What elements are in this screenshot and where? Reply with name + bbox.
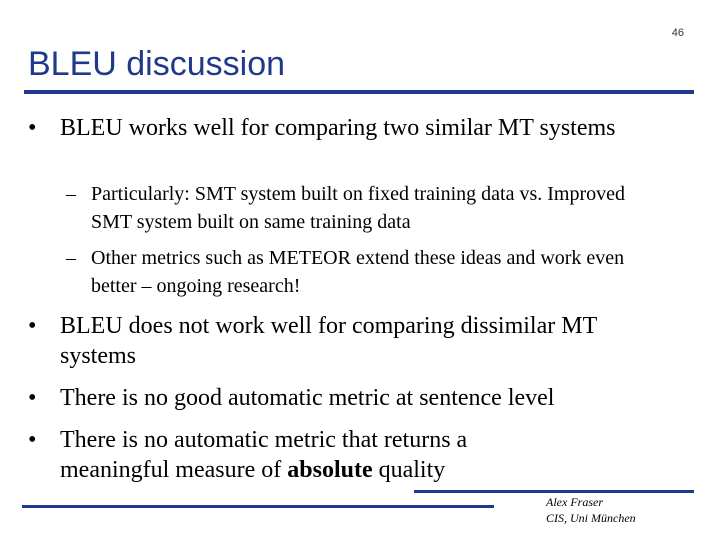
bullet-text — [60, 425, 548, 485]
bullet-item — [28, 425, 548, 485]
bullet-item — [28, 113, 668, 143]
bold-emphasis: absolute — [287, 457, 373, 483]
footer-author: Alex Fraser — [546, 495, 603, 509]
bullet-text-part: There is no automatic metric that returns a meaningful measure of — [60, 427, 468, 483]
sub-bullet-item — [66, 180, 666, 236]
bullet-marker: • — [28, 115, 37, 141]
footer-credit — [546, 494, 636, 526]
dash-marker: – — [66, 247, 76, 269]
sub-bullet-item — [66, 244, 666, 300]
dash-marker: – — [66, 183, 76, 205]
footer-affiliation: CIS, Uni München — [546, 511, 636, 525]
bullet-item — [28, 311, 668, 371]
sub-bullet-text: Other metrics such as METEOR extend these ideas and work even better – ongoing research! — [91, 247, 625, 297]
bullet-marker: • — [28, 385, 37, 411]
page-number: 46 — [671, 27, 684, 39]
bullet-text-part: quality — [372, 457, 446, 483]
footer-divider-right — [414, 490, 694, 493]
bullet-text: BLEU works well for comparing two similar MT systems — [60, 115, 616, 141]
sub-bullet-text: Particularly: SMT system built on fixed training data vs. Improved SMT system built on same training data — [91, 183, 625, 233]
bullet-marker: • — [28, 313, 37, 339]
footer-divider-left — [22, 505, 494, 508]
bullet-text: BLEU does not work well for comparing dissimilar MT systems — [60, 313, 597, 369]
title-divider — [24, 90, 694, 94]
bullet-marker: • — [28, 427, 37, 453]
bullet-item — [28, 383, 668, 413]
bullet-text: There is no good automatic metric at sentence level — [60, 385, 555, 411]
slide-title: BLEU discussion — [28, 45, 286, 83]
